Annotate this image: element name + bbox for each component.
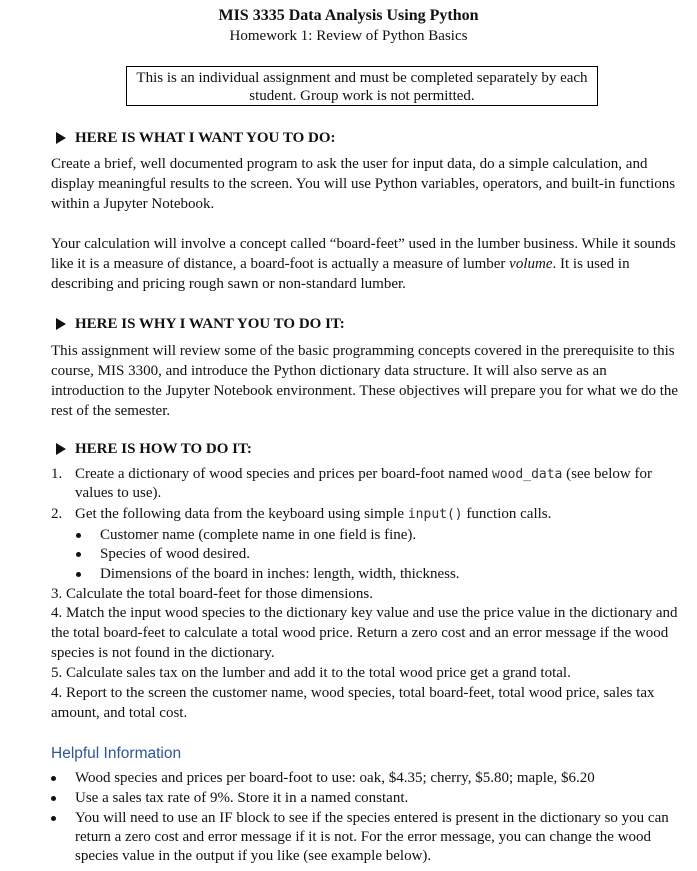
bullet-text: Wood species and prices per board-foot to use: oak, $4.35; cherry, $5.80; maple, $6.20 [75, 770, 595, 786]
bullet-icon [51, 776, 56, 781]
bullet-text: Dimensions of the board in inches: length, width, thickness. [100, 566, 460, 582]
list-item-1 [51, 465, 681, 503]
list-item [51, 769, 681, 788]
bullet-text: Use a sales tax rate of 9%. Store it in a named constant. [75, 790, 409, 806]
arrow-right-icon [56, 132, 66, 144]
list-item-1-text-a: Create a dictionary of wood species and prices per board-foot named [75, 466, 492, 482]
heading-what-label: HERE IS WHAT I WANT YOU TO DO: [75, 130, 336, 146]
bullet-text: Species of wood desired. [100, 546, 250, 562]
list-item-2-text-b: function calls. [462, 506, 552, 522]
list-item [76, 526, 416, 545]
bullet-icon [51, 816, 56, 821]
list-item-2 [51, 505, 681, 524]
title-block [0, 6, 697, 46]
step-5: 5. Calculate sales tax on the lumber and add it to the total wood price get a grand total. [51, 665, 571, 681]
list-item-2-number: 2. [51, 506, 63, 522]
page-title: MIS 3335 Data Analysis Using Python [218, 7, 479, 24]
list-item [76, 545, 250, 564]
step-4: 4. Match the input wood species to the dictionary key value and use the price value in the dictionary and the total board-feet to calculate a total wood price. Return a zero cost and an error message if the wood species is not found in the dictionary. [51, 605, 678, 661]
list-item-2-text [75, 505, 681, 524]
code-wood-data: wood_data [491, 467, 563, 482]
heading-what [56, 128, 336, 148]
bullet-text: Customer name (complete name in one field is fine). [100, 527, 417, 543]
heading-how [56, 439, 252, 459]
paragraph-what-2-emphasis: volume [509, 256, 553, 272]
bullet-icon [76, 572, 81, 577]
arrow-right-icon [56, 443, 66, 455]
bullet-text: You will need to use an IF block to see if the species entered is present in the dictionary so you can return a zero cost and error message if it is not. For the error message, you can change the wood species value in the output if you like (see example below). [75, 810, 669, 864]
paragraph-what-1: Create a brief, well documented program to ask the user for input data, do a simple calculation, and display meaningful results to the screen. You will use Python variables, operators, and built-in functions within a Jupyter Notebook. [51, 156, 676, 212]
list-item-1-text-b: (see below for values to use). [75, 466, 652, 501]
paragraph-what-2-a: Your calculation will involve a concept called “board-feet” used in the lumber business. While it sounds like it is a measure of distance, a board-foot is actually a measure of lumber [51, 236, 676, 272]
list-item [76, 565, 460, 584]
list-item-2-text-a: Get the following data from the keyboard using simple [75, 506, 408, 522]
bullet-icon [51, 796, 56, 801]
bullet-icon [76, 552, 81, 557]
list-item [51, 809, 681, 866]
list-item-1-text [75, 465, 681, 503]
step-3: 3. Calculate the total board-feet for those dimensions. [51, 586, 373, 602]
heading-why-label: HERE IS WHY I WANT YOU TO DO IT: [75, 316, 345, 332]
arrow-right-icon [56, 318, 66, 330]
list-item [51, 789, 681, 808]
heading-why [56, 314, 345, 334]
paragraph-what-2-b: . It is used in describing and pricing rough sawn or non-standard lumber. [51, 256, 630, 292]
page-subtitle: Homework 1: Review of Python Basics [229, 28, 468, 44]
paragraph-what-2 [51, 234, 681, 294]
list-item-1-number: 1. [51, 466, 63, 482]
bullet-icon [76, 533, 81, 538]
helpful-heading: Helpful Information [51, 745, 182, 762]
code-input: input() [407, 507, 463, 522]
paragraph-why: This assignment will review some of the basic programming concepts covered in the prerequisite to this course, MIS 3300, and introduce the Python dictionary data structure. It will also serve as an introduction to the Jupyter Notebook environment. These objectives will prepare you for what we do the rest of the semester. [51, 343, 679, 419]
notice-box: This is an individual assignment and must be completed separately by each student. Group work is not permitted. [126, 66, 598, 106]
step-6: 4. Report to the screen the customer name, wood species, total board-feet, total wood price, sales tax amount, and total cost. [51, 685, 655, 721]
heading-how-label: HERE IS HOW TO DO IT: [75, 441, 252, 457]
